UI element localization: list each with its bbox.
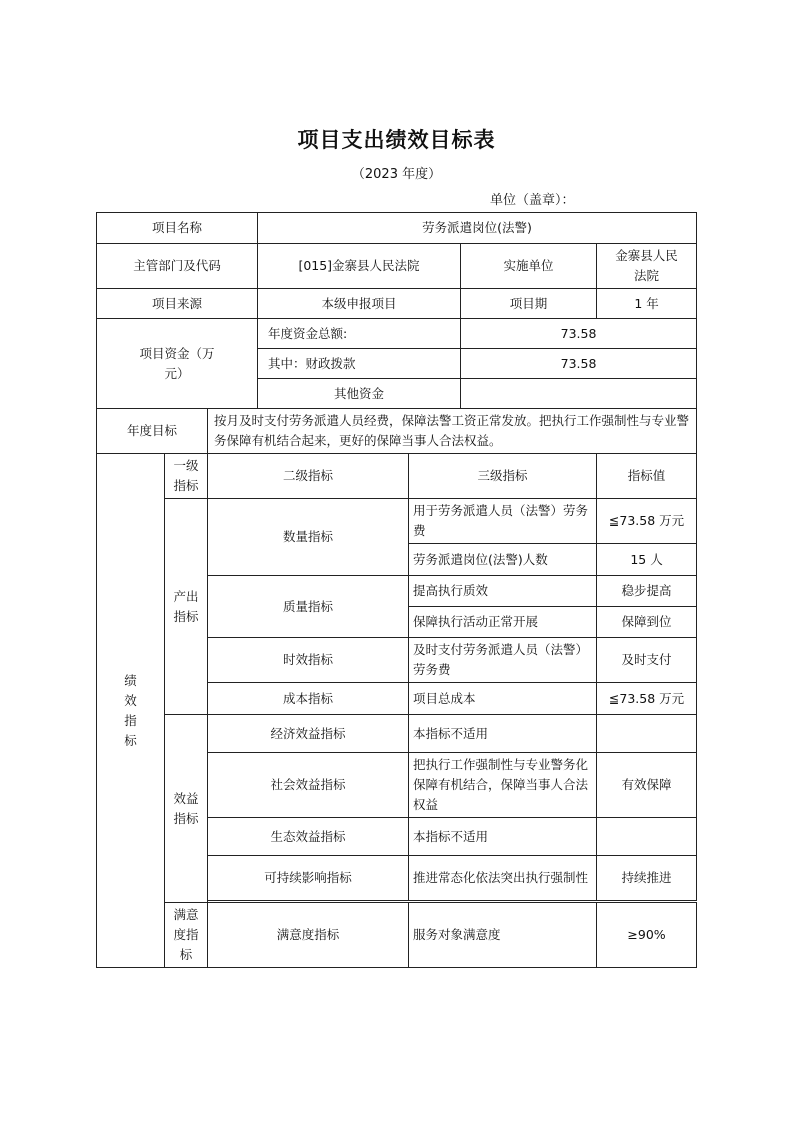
ecological-item: 本指标不适用: [409, 818, 597, 856]
benefit-indicator-label: 效益指标: [165, 715, 208, 903]
economic-value: [597, 715, 697, 753]
impl-unit-value: 金寨县人民法院: [597, 244, 697, 289]
ecological-indicator-label: 生态效益指标: [208, 818, 409, 856]
funds-total-label: 年度资金总额:: [258, 319, 461, 349]
output-indicator-label: 产出指标: [165, 499, 208, 715]
satisfaction-item: 服务对象满意度: [409, 903, 597, 968]
performance-table: [96, 212, 697, 968]
funds-fiscal-value: 73.58: [461, 349, 697, 379]
social-item: 把执行工作强制性与专业警务化保障有机结合，保障当事人合法权益: [409, 753, 597, 818]
project-name-label: 项目名称: [97, 213, 258, 244]
cost-indicator-label: 成本指标: [208, 683, 409, 715]
cost-value: ≦73.58 万元: [597, 683, 697, 715]
sustainable-item: 推进常态化依法突出执行强制性: [409, 856, 597, 901]
quantity-value-1: ≦73.58 万元: [597, 499, 697, 544]
period-value: 1 年: [597, 289, 697, 319]
funds-other-label: 其他资金: [258, 379, 461, 409]
unit-seal-label: 单位（盖章）：: [490, 193, 575, 208]
level2-header: 二级指标: [208, 454, 409, 499]
economic-item: 本指标不适用: [409, 715, 597, 753]
impl-unit-label: 实施单位: [461, 244, 597, 289]
funds-total-value: 73.58: [461, 319, 697, 349]
value-header: 指标值: [597, 454, 697, 499]
level3-header: 三级指标: [409, 454, 597, 499]
project-name-value: 劳务派遣岗位(法警): [258, 213, 697, 244]
funds-other-value: [461, 379, 697, 409]
page-title: 项目支出绩效目标表: [297, 128, 496, 152]
dept-label: 主管部门及代码: [97, 244, 258, 289]
satisfaction-sub-label: 满意度指标: [208, 903, 409, 968]
dept-value: [015]金寨县人民法院: [258, 244, 461, 289]
funds-fiscal-label: 其中：财政拨款: [258, 349, 461, 379]
economic-indicator-label: 经济效益指标: [208, 715, 409, 753]
quality-indicator-label: 质量指标: [208, 576, 409, 638]
period-label: 项目期: [461, 289, 597, 319]
level1-header: 一级指标: [165, 454, 208, 499]
ecological-value: [597, 818, 697, 856]
social-value: 有效保障: [597, 753, 697, 818]
satisfaction-indicator-label: 满意度指标: [165, 903, 208, 968]
goal-label: 年度目标: [97, 409, 208, 454]
funds-label: 项目资金（万元）: [97, 319, 258, 409]
row-project-name: [97, 213, 697, 244]
row-department: [97, 244, 697, 289]
timeliness-indicator-label: 时效指标: [208, 638, 409, 683]
row-funds-total: [97, 319, 697, 349]
satisfaction-value: ≥90%: [597, 903, 697, 968]
row-source: [97, 289, 697, 319]
row-satisfaction: [97, 903, 697, 968]
social-indicator-label: 社会效益指标: [208, 753, 409, 818]
timeliness-value: 及时支付: [597, 638, 697, 683]
indicators-section-label: 绩效指标: [97, 454, 165, 968]
fiscal-year: （2023 年度）: [351, 167, 442, 182]
quality-value-1: 稳步提高: [597, 576, 697, 607]
quality-item-2: 保障执行活动正常开展: [409, 607, 597, 638]
source-label: 项目来源: [97, 289, 258, 319]
sustainable-indicator-label: 可持续影响指标: [208, 856, 409, 901]
quantity-indicator-label: 数量指标: [208, 499, 409, 576]
goal-text: 按月及时支付劳务派遣人员经费，保障法警工资正常发放。把执行工作强制性与专业警务保障有机结合起来，更好的保障当事人合法权益。: [208, 409, 697, 454]
sustainable-value: 持续推进: [597, 856, 697, 901]
timeliness-item: 及时支付劳务派遣人员（法警）劳务费: [409, 638, 597, 683]
cost-item: 项目总成本: [409, 683, 597, 715]
quantity-item-2: 劳务派遣岗位(法警)人数: [409, 544, 597, 576]
quantity-value-2: 15 人: [597, 544, 697, 576]
row-quantity-1: [97, 499, 697, 544]
row-indicator-headers: [97, 454, 697, 499]
quality-value-2: 保障到位: [597, 607, 697, 638]
quality-item-1: 提高执行质效: [409, 576, 597, 607]
row-economic: [97, 715, 697, 753]
row-annual-goal: [97, 409, 697, 454]
source-value: 本级申报项目: [258, 289, 461, 319]
quantity-item-1: 用于劳务派遣人员（法警）劳务费: [409, 499, 597, 544]
